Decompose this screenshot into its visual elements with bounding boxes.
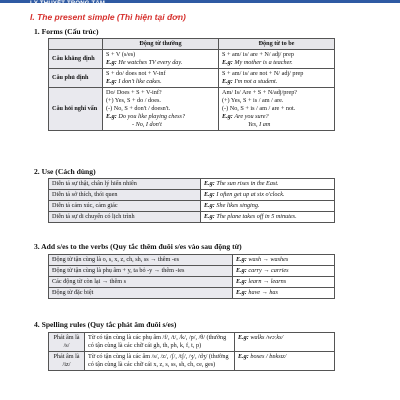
formula-line: (+) Yes, S + is / am / are.: [222, 97, 284, 104]
use-table: [48, 178, 335, 223]
row-label: Câu hỏi nghi vấn: [49, 88, 103, 131]
add-row: [49, 266, 335, 277]
add-row: [49, 288, 335, 299]
example-line: E.g: I'm not a student.: [222, 78, 278, 85]
formula-line: Am/ Is/ Are + S + N/adj/prep?: [222, 89, 298, 96]
use-example: E.g: The sun rises in the East.: [201, 179, 335, 190]
formula-line: S + V (s/es): [106, 51, 136, 58]
example-line: E.g: He watches TV every day.: [106, 59, 183, 66]
example-line: E.g: I don't like cakes.: [106, 78, 162, 85]
use-example: E.g: I often get up at six o'clock.: [201, 190, 335, 201]
forms-row-negative: [49, 69, 335, 88]
add-table: [48, 254, 335, 299]
spelling-row: [49, 333, 335, 352]
rule-example: E.g: carry → carries: [233, 266, 335, 277]
use-description: Diễn tả sự thật, chân lý hiển nhiên: [49, 179, 201, 190]
formula-line: S + am/ is/ are + N/ adj/ prep: [222, 51, 294, 58]
example-line: E.g: Are you sure?: [222, 113, 269, 120]
rule-example: E.g: have → has: [233, 288, 335, 299]
formula-cell: [103, 50, 219, 69]
forms-heading: 1. Forms (Cấu trúc): [34, 27, 99, 36]
formula-cell: [103, 69, 219, 88]
use-row: [49, 212, 335, 223]
rule-description: Động từ tận cùng là o, s, x, z, ch, sh, ss → thêm -es: [49, 255, 233, 266]
rule-example: E.g: learn → learns: [233, 277, 335, 288]
forms-corner-cell: [49, 39, 103, 50]
rule-example: E.g: wash → washes: [233, 255, 335, 266]
example-answer: Yes, I am: [248, 121, 271, 128]
use-description: Diễn tả cảm xúc, cảm giác: [49, 201, 201, 212]
add-heading: 3. Add s/es to the verbs (Quy tắc thêm đuôi s/es vào sau động từ): [34, 242, 242, 251]
col-header-normal: Động từ thường: [103, 39, 219, 50]
formula-line: S + do/ does not + V-inf: [106, 70, 166, 77]
spelling-row: [49, 352, 335, 371]
use-description: Diễn tả sở thích, thói quen: [49, 190, 201, 201]
use-heading: 2. Use (Cách dùng): [34, 167, 96, 176]
formula-line: (+) Yes, S + do / does.: [106, 97, 161, 104]
spelling-example: E.g: walks /wɔːks/: [235, 333, 335, 352]
use-example: E.g: She likes singing.: [201, 201, 335, 212]
add-row: [49, 277, 335, 288]
use-description: Diễn tả sự di chuyển có lịch trình: [49, 212, 201, 223]
forms-header-row: [49, 39, 335, 50]
use-row: [49, 201, 335, 212]
col-header-tobe: Động từ to be: [219, 39, 335, 50]
spelling-description: Từ có tận cùng là các âm /s/, /z/, /ʃ/, /tʃ/, /ʒ/, /dʒ/ (thường có tận cùng là các chữ cái x, z, s, ss, sh, ch, ce, ges): [85, 352, 235, 371]
example-line: E.g: My mother is a teacher.: [222, 59, 293, 66]
use-row: [49, 190, 335, 201]
row-label: Câu khẳng định: [49, 50, 103, 69]
pronunciation-label: Phát âm là /s/: [49, 333, 85, 352]
row-label: Câu phủ định: [49, 69, 103, 88]
use-example: E.g: The plane takes off in 5 minutes.: [201, 212, 335, 223]
formula-line: S + am/ is/ are not + N/ adj/ prep: [222, 70, 304, 77]
formula-line: Do/ Does + S + V-inf?: [106, 89, 162, 96]
formula-cell: [219, 50, 335, 69]
formula-cell: [219, 88, 335, 131]
rule-description: Động từ đặc biệt: [49, 288, 233, 299]
spelling-table: [48, 332, 335, 371]
forms-row-question: [49, 88, 335, 131]
formula-line: (-) No, S + don't / doesn't.: [106, 105, 171, 112]
spelling-heading: 4. Spelling rules (Quy tắc phát âm đuôi s/es): [34, 320, 177, 329]
formula-cell: [219, 69, 335, 88]
example-answer: - No, I don't: [132, 121, 162, 128]
example-line: E.g: Do you like playing chess?: [106, 113, 186, 120]
add-row: [49, 255, 335, 266]
formula-cell: [103, 88, 219, 131]
rule-description: Động từ tận cùng là phụ âm + y, ta bỏ -y → thêm -ies: [49, 266, 233, 277]
page-header-title: LÝ THUYẾT TRỌNG TÂM: [30, 1, 106, 7]
section-title: I. The present simple (Thì hiện tại đơn): [30, 12, 186, 22]
formula-line: (-) No, S + is / am / are + not.: [222, 105, 296, 112]
spelling-example: E.g: boxes / bɒksɪz/: [235, 352, 335, 371]
pronunciation-label: Phát âm là /iz/: [49, 352, 85, 371]
forms-table: [48, 38, 335, 131]
spelling-description: Từ có tận cùng là các phụ âm /f/, /t/, /k/, /p/, /θ/ (thường có tận cùng là các chữ cái gh, th, ph, k, f, t, p): [85, 333, 235, 352]
rule-description: Các động từ còn lại → thêm s: [49, 277, 233, 288]
forms-row-affirmative: [49, 50, 335, 69]
use-row: [49, 179, 335, 190]
